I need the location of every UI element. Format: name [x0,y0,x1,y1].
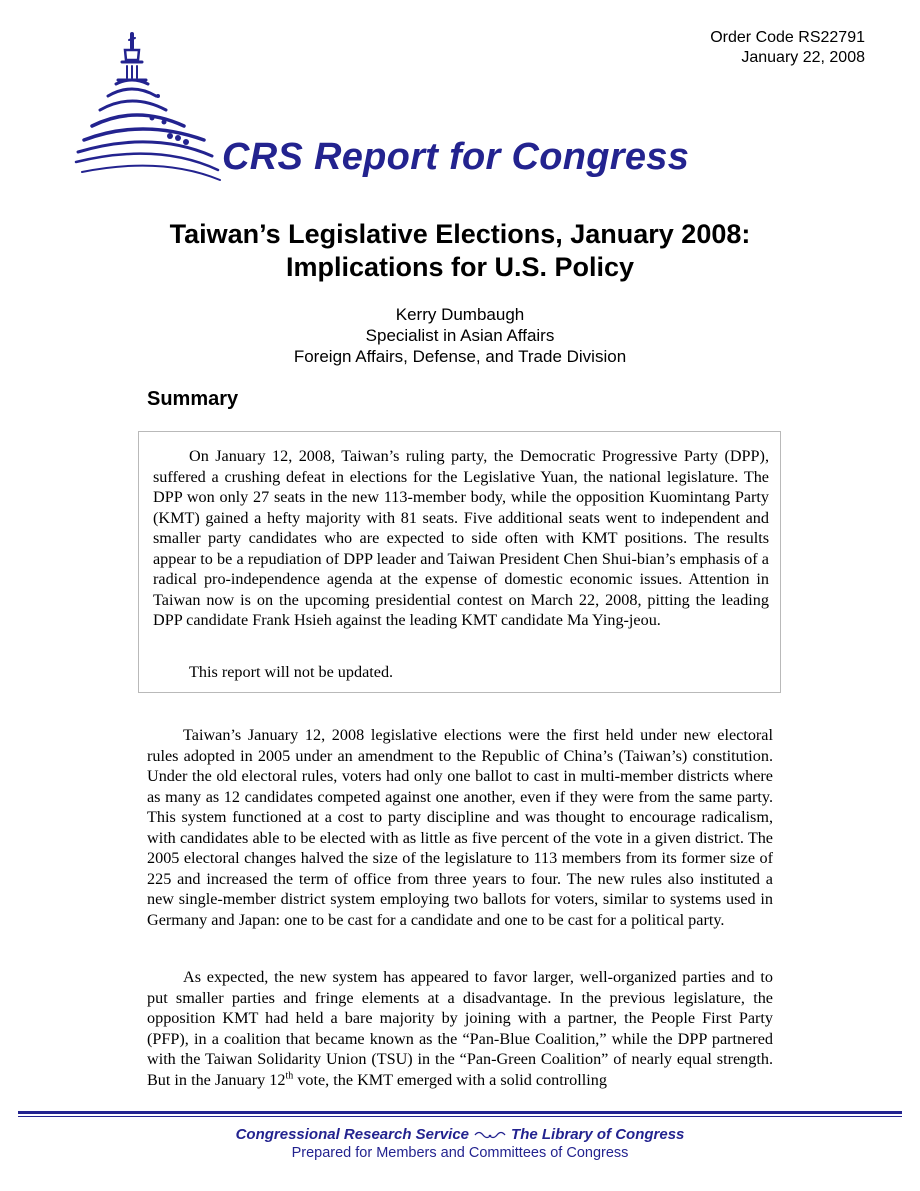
footer-divider-thin [18,1116,902,1117]
author-division: Foreign Affairs, Defense, and Trade Division [293,347,627,366]
report-title [0,218,920,284]
report-title-line-1: Taiwan’s Legislative Elections, January 2008: [169,219,751,249]
body-paragraph-2-end: vote, the KMT emerged with a solid controlling [293,1070,607,1089]
capitol-dome-logo [72,26,222,186]
author-title: Specialist in Asian Affairs [365,326,555,345]
summary-box [138,431,781,693]
author-block [0,304,920,367]
footer-crs-name: Congressional Research Service [235,1126,470,1143]
summary-heading: Summary [147,388,239,410]
footer-divider [18,1111,902,1114]
flourish-ornament-icon [473,1130,507,1140]
order-code: Order Code RS22791 [710,29,865,46]
body-paragraph-1: Taiwan’s January 12, 2008 legislative elections were the first held under new electoral rules adopted in 2005 under an amendment to the Republic of China’s (Taiwan’s) constitution. Under the old electoral rules, voters had only one ballot to cast in multi-member districts where as many as 12 candidates competed against one another, even if they were from the same party. This system functioned at a cost to party discipline and was thought to encourage radicalism, with candidates able to be elected with as little as five percent of the vote in a given district. The 2005 electoral changes halved the size of the legislature to 113 members from its former size of 225 and increased the term of office from three years to four. The new rules also instituted a new single-member district system employing two ballots for voters, similar to systems used in Germany and Japan: one to be cast for a candidate and one to be cast for a political party. [147,726,773,929]
body-paragraph-2 [147,967,773,1090]
author-name: Kerry Dumbaugh [395,305,525,324]
banner-title: CRS Report for Congress [222,136,690,178]
footer-publisher-line [0,1126,920,1143]
footer-prepared-for: Prepared for Members and Committees of Congress [291,1145,629,1161]
body-paragraph-2-start: As expected, the new system has appeared to favor larger, well-organized parties and to put smaller parties and fringe elements at a disadvantage. In the previous legislature, the opposition KMT had held a bare majority by joining with a partner, the People First Party (PFP), in a coalition that became known as the “Pan-Blue Coalition,” while the DPP partnered with the Taiwan Solidarity Union (TSU) in the “Pan-Green Coalition” of nearly equal strength. But in the January 12 [147,968,773,1089]
summary-note: This report will not be updated. [189,663,394,681]
footer-library: The Library of Congress [511,1126,685,1143]
report-date: January 22, 2008 [741,49,865,66]
report-title-line-2: Implications for U.S. Policy [285,252,635,282]
summary-text: On January 12, 2008, Taiwan’s ruling party, the Democratic Progressive Party (DPP), suffered a crushing defeat in elections for the Legislative Yuan, the national legislature. The DPP won only 27 seats in the new 113-member body, while the opposition Kuomintang Party (KMT) gained a hefty majority with 81 seats. Five additional seats went to independent and smaller party candidates who are expected to side often with KMT positions. The results appear to be a repudiation of DPP leader and Taiwan President Chen Shui-bian’s emphasis of a radical pro-independence agenda at the expense of domestic economic issues. Attention in Taiwan now is on the upcoming presidential contest on March 22, 2008, pitting the leading DPP candidate Frank Hsieh against the leading KMT candidate Ma Ying-jeou. [153,447,769,629]
ordinal-superscript: th [285,1070,294,1082]
order-info [710,28,865,68]
